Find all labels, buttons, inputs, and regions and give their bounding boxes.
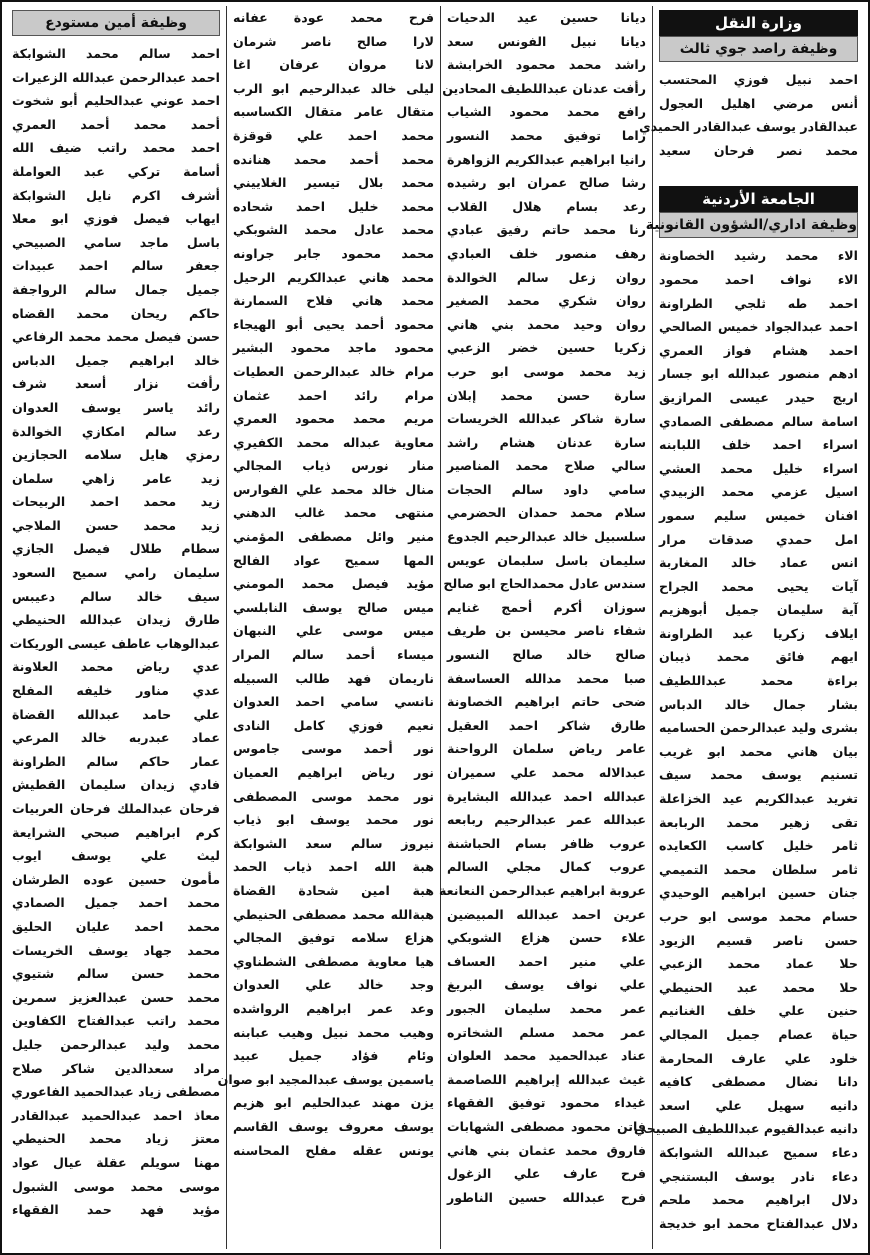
list-item: فادي زيدان سليمان القطيش — [12, 777, 220, 793]
names-list-transport — [639, 68, 858, 162]
list-item: اريج حيدر عيسى المرازيق — [659, 389, 858, 405]
list-item: دعاء سميح عبدالله الشوابكة — [659, 1144, 858, 1160]
list-item: رأفت عدنان عبداللطيف المحادين — [442, 80, 646, 96]
list-item: منتهى محمد غالب الدهني — [233, 505, 434, 521]
list-item: جميل جمال سالم الرواجفة — [12, 281, 220, 297]
list-item: عماد عبدربه خالد المرعي — [12, 730, 220, 746]
list-item: احمد عوني عبدالحليم أبو شخوت — [12, 93, 220, 109]
list-item: ياسمين يوسف عبدالمجيد ابو صوان — [217, 1071, 434, 1087]
list-item: حسن ناصر قسيم الزيود — [659, 932, 858, 948]
list-item: سالي صلاح محمد المناصير — [447, 458, 646, 474]
list-item: راما توفيق محمد النسور — [447, 127, 646, 143]
list-item: رافع محمد محمود الشياب — [447, 104, 646, 120]
list-item: معتز زياد محمد الحنيطي — [12, 1131, 220, 1147]
list-item: محمد وليد عبدالرحمن جليل — [12, 1036, 220, 1052]
list-item: رعد سالم امكازي الخوالدة — [12, 423, 220, 439]
list-item: محمد هاني فلاح السمارنة — [233, 293, 434, 309]
header-job-weather-observer: وظيفة راصد جوي ثالث — [659, 36, 858, 62]
list-item: اسراء خليل محمد العشي — [659, 460, 858, 476]
list-item: مصطفى زياد عبدالحميد الفاعوري — [11, 1084, 220, 1100]
list-item: زيد محمد موسى ابو حرب — [447, 363, 646, 379]
list-item: نعيم فوزي كامل النادى — [233, 717, 434, 733]
list-item: روان وحيد محمد بني هاني — [447, 316, 646, 332]
names-list-3 — [217, 6, 434, 1162]
list-item: نانسي سامي احمد العدوان — [233, 694, 434, 710]
list-item: محمد احمد جميل الصمادي — [12, 895, 220, 911]
list-item: عمر محمد سليمان الجبور — [447, 1000, 646, 1016]
list-item: دلال ابراهيم محمد ملحم — [659, 1192, 858, 1208]
list-item: مؤيد فيصل محمد المومني — [233, 576, 434, 592]
list-item: طارق شاكر احمد العقيل — [447, 717, 646, 733]
list-item: أحمد محمد أحمد العمري — [12, 116, 220, 132]
list-item: عامر رياض سلمان الرواحنة — [447, 741, 646, 757]
list-item: طارق زيدان عبدالله الحنيطي — [12, 612, 220, 628]
list-item: علي حامد عبدالله القضاة — [12, 706, 220, 722]
list-item: سارة عدنان هشام راشد — [447, 434, 646, 450]
list-item: هبة امين شحادة القضاة — [233, 882, 434, 898]
list-item: فرح عارف علي الزغول — [447, 1166, 646, 1182]
list-item: بشرى وليد عبدالرحمن الحساميه — [659, 720, 858, 736]
list-item: زيد محمد حسن الملاجي — [12, 517, 220, 533]
list-item: دعاء نادر يوسف البستنجي — [659, 1168, 858, 1184]
list-item: أنس مرضي اهليل العجول — [659, 95, 858, 111]
list-item: ثامر سلطان محمد التميمي — [659, 861, 858, 877]
list-item: المها سميح عواد الفالح — [233, 552, 434, 568]
list-item: عروبة ابراهيم عبدالرحمن النعانعة — [439, 882, 646, 898]
list-item: لارا صالح ناصر شرمان — [233, 33, 434, 49]
list-item: اسراء احمد خلف اللبابنه — [659, 437, 858, 453]
list-item: هبة الله احمد ذياب الحمد — [233, 859, 434, 875]
list-item: حلا محمد عبد الحنيطي — [659, 979, 858, 995]
list-item: محمد حسن عبدالعزيز سمرين — [12, 989, 220, 1005]
list-item: عمار حاكم سالم الطراونة — [12, 753, 220, 769]
list-item: بشار جمال خالد الدباس — [659, 696, 858, 712]
columns — [6, 6, 864, 1249]
list-item: خلود علي عارف المحارمة — [659, 1050, 858, 1066]
list-item: محمود أحمد يحيى أبو الهيجاء — [233, 316, 434, 332]
list-item: سوزان أكرم أحمج غنايم — [447, 599, 646, 615]
list-item: سطام طلال فيصل الجازي — [12, 541, 220, 557]
list-item: وجد خالد علي العدوان — [233, 977, 434, 993]
list-item: رانيا ابراهيم عبدالكريم الزواهرة — [447, 151, 646, 167]
list-item: فرح محمد عودة عفانه — [233, 10, 434, 25]
column-names-3 — [217, 6, 440, 1249]
list-item: رشا صالح عمران ابو رشيده — [447, 175, 646, 191]
list-item: بيان هاني محمد ابو غريب — [659, 743, 858, 759]
list-item: ميساء أحمد سالم المرار — [233, 647, 434, 663]
names-list-2 — [439, 6, 646, 1209]
list-item: نور محمد يوسف ابو ذياب — [233, 812, 434, 828]
list-item: الاء نواف احمد محمود — [659, 271, 858, 287]
list-item: عرين احمد عبدالله المبيضين — [447, 906, 646, 922]
list-item: عروب ظافر بسام الحباشنة — [447, 835, 646, 851]
list-item: رأفت نزار أسعد شرف — [12, 376, 220, 392]
list-item: مراد سعدالدين شاكر صلاح — [12, 1060, 220, 1076]
list-item: غيث عبدالله إبراهيم اللصاصمة — [447, 1071, 646, 1087]
list-item: خالد ابراهيم جميل الدباس — [12, 352, 220, 368]
list-item: لانا مروان عرفان اغا — [233, 57, 434, 73]
list-item: معاذ احمد عبدالحميد عبدالقادر — [12, 1107, 220, 1123]
list-item: محمود ماجد محمود البشير — [233, 340, 434, 356]
list-item: محمد جهاد يوسف الخريسات — [12, 942, 220, 958]
list-item: محمد خليل احمد شحاده — [233, 198, 434, 214]
list-item: وهيب محمد نبيل وهيب عبابنه — [233, 1024, 434, 1040]
list-item: حسن فيصل محمد محمد الرفاعي — [12, 329, 220, 345]
header-ministry-of-transport: وزارة النقل — [659, 10, 858, 36]
list-item: مأمون حسين عوده الطرشان — [12, 871, 220, 887]
column-transport-and-university — [633, 6, 864, 1249]
list-item: وعد عمر ابراهيم الرواشده — [233, 1000, 434, 1016]
list-item: محمد احمد علي قوقزة — [233, 127, 434, 143]
list-item: يونس عقله مفلح المحاسنه — [233, 1142, 434, 1158]
list-item: مريم محمد محمود العمري — [233, 411, 434, 427]
names-list-storekeeper — [9, 42, 220, 1222]
column-storekeeper — [6, 6, 226, 1249]
list-item: متقال عامر متقال الكساسبه — [233, 104, 434, 120]
list-item: حلا عماد محمد الزعبي — [659, 956, 858, 972]
list-item: أشرف اكرم نايل الشوابكة — [12, 187, 220, 203]
list-item: آيات يحيى محمد الجراح — [659, 578, 858, 594]
list-item: فرحان عبدالملك فرحان العربيات — [12, 801, 220, 816]
list-item: هيا معاوية مصطفى الشطناوي — [233, 953, 434, 969]
list-item: كرم ابراهيم صبحي الشرايعة — [12, 824, 220, 840]
list-item: ديانا حسين عيد الدحيات — [447, 10, 646, 25]
list-item: حنين علي خلف الغنانيم — [659, 1003, 858, 1019]
list-item: سلسبيل خالد عبدالرحيم الجدوع — [447, 529, 646, 545]
list-item: عدي رياض محمد العلاونة — [12, 659, 220, 675]
list-item: محمد حسن سالم شتيوي — [12, 966, 220, 982]
list-item: محمد هاني عبدالكريم الرحيل — [233, 269, 434, 285]
list-item: هزاع سلامه توفيق المجالي — [233, 930, 434, 946]
list-item: جعفر سالم احمد عبيدات — [12, 258, 220, 274]
list-item: محمد أحمد محمد هنانده — [233, 151, 434, 167]
list-item: احمد طه ثلجي الطراونة — [659, 295, 858, 311]
list-item: صالح خالد صالح النسور — [447, 647, 646, 663]
list-item: نيروز سالم سعد الشوابكة — [233, 835, 434, 851]
list-item: رعد بسام هلال القلاب — [447, 198, 646, 214]
list-item: عمر محمد مسلم الشخاتره — [447, 1024, 646, 1040]
list-item: ديانا نبيل الفونس سعد — [447, 33, 646, 49]
list-item: عروب كمال مجلي السالم — [447, 859, 646, 875]
list-item: عبدالوهاب عاطف عيسى الوريكات — [9, 635, 220, 651]
list-item: منير وائل مصطفى المؤمني — [233, 529, 434, 545]
list-item: محمد نصر فرحان سعيد — [659, 142, 858, 158]
list-item: ايهاب فيصل فوزي ابو معلا — [12, 211, 220, 227]
list-item: محمد راتب عبدالفتاح الكفاوين — [12, 1013, 220, 1029]
list-item: سليمان باسل سلبمان عويس — [447, 552, 646, 568]
header-job-storekeeper: وظيفة أمين مستودع — [12, 10, 220, 36]
list-item: معاوية عبداله محمد الكفيري — [233, 434, 434, 450]
list-item: جنان حسين ابراهيم الوحيدي — [659, 885, 858, 901]
list-item: رمزي هايل سلامه الحجازين — [12, 447, 220, 463]
list-item: علي منير احمد العساف — [447, 953, 646, 969]
list-item: مؤيد فهد حمد الفقهاء — [12, 1202, 220, 1218]
list-item: محمد محمود جابر جراونه — [233, 245, 434, 261]
list-item: تسنيم يوسف محمد سيف — [659, 767, 858, 783]
list-item: عدي مناور خليفه المفلح — [12, 683, 220, 699]
list-item: منار نورس ذياب المجالي — [233, 458, 434, 474]
list-item: دانيه سهيل علي اسعد — [659, 1097, 858, 1113]
list-item: روان زعل سالم الخوالدة — [447, 269, 646, 285]
list-item: وئام فؤاد جميل عبيد — [233, 1048, 434, 1064]
list-item: تقى زهير محمد الربابعة — [659, 814, 858, 830]
list-item: زكريا حسين خضر الزعبي — [447, 340, 646, 356]
list-item: راشد محمد محمود الخرابشة — [447, 57, 646, 73]
list-item: عبدالاله محمد علي سميران — [447, 765, 646, 780]
list-item: ناريمان فهد طالب السبيله — [233, 670, 434, 686]
list-item: يزن مهند عبدالحليم ابو هزيم — [233, 1095, 434, 1111]
list-item: سارة حسن محمد إبلان — [447, 387, 646, 403]
list-item: اسامة سالم مصطفى الصمادي — [659, 413, 858, 429]
list-item: عبدالله احمد عبدالله البشايرة — [447, 788, 646, 804]
list-item: روان شكري محمد الصغير — [447, 293, 646, 309]
list-item: احمد سالم محمد الشوابكة — [12, 46, 220, 61]
list-item: سندس عادل محمدالحاج ابو صالح — [443, 576, 646, 592]
list-item: محمد عادل محمد الشوبكي — [233, 222, 434, 238]
list-item: نور محمد موسى المصطفى — [233, 788, 434, 804]
list-item: مرام خالد عبدالرحمن العطيات — [233, 363, 434, 379]
list-item: نور أحمد موسى جاموس — [233, 741, 434, 757]
list-item: ثامر خليل كاسب الكعايده — [659, 838, 858, 854]
list-item: اسيل عزمي محمد الزبيدي — [659, 484, 858, 500]
list-item: انس عماد خالد المغاربة — [659, 555, 858, 571]
header-job-admin-legal: وظيفة اداري/الشؤون القانونية — [659, 212, 858, 238]
list-item: احمد محمد راتب ضيف الله — [12, 140, 220, 156]
list-item: امل حمدي صدقات مرار — [659, 531, 858, 547]
list-item: زيد محمد احمد الربيحات — [12, 494, 220, 510]
list-item: محمد احمد عليان الحليق — [12, 918, 220, 934]
list-item: منال خالد محمد علي الفوارس — [233, 481, 434, 497]
list-item: سارة شاكر عبدالله الخريسات — [447, 411, 646, 427]
list-item: سلام محمد حمدان الحضرمي — [447, 505, 646, 521]
list-item: سليمان رامي سميح السعود — [12, 565, 220, 581]
list-item: رنا محمد حاتم رفيق عبادي — [447, 222, 646, 238]
column-names-2 — [440, 6, 652, 1249]
list-item: علي نواف يوسف البريغ — [447, 977, 646, 993]
list-item: رائد ياسر يوسف العدوان — [12, 399, 220, 415]
list-item: آية سليمان جميل أبوهزيم — [659, 602, 858, 618]
list-item: أسامة تركي عبد العواملة — [12, 163, 220, 179]
list-item: حاكم ريحان محمد القضاه — [12, 305, 220, 321]
list-item: احمد هشام فواز العمري — [659, 342, 858, 358]
list-item: احمد عبدالجواد خميس الصالحي — [659, 319, 858, 335]
list-item: علاء حسن هزاع الشوبكي — [447, 930, 646, 946]
list-item: ايلاف زكريا عبد الطراونة — [659, 625, 858, 641]
list-item: يوسف معروف يوسف القاسم — [233, 1118, 434, 1134]
list-item: غيداء محمود توفيق الفقهاء — [447, 1095, 646, 1111]
list-item: ميس موسى علي النبهان — [233, 623, 434, 639]
list-item: تغريد عبدالكريم عيد الخزاعلة — [659, 791, 858, 807]
list-item: موسى محمد موسى الشبول — [12, 1178, 220, 1194]
header-jordan-university: الجامعة الأردنية — [659, 186, 858, 212]
list-item: ضحى حاتم ابراهيم الخصاونة — [447, 694, 646, 710]
list-item: شفاء ناصر محيسن بن طريف — [447, 623, 646, 639]
list-item: ليلى خالد عبدالرحيم ابو الرب — [233, 80, 434, 96]
list-item: ايهم فائق محمد ذيبان — [659, 649, 858, 665]
list-item: عبدالقادر يوسف عبدالقادر الحميدي — [639, 119, 858, 135]
list-item: احمد نبيل فوزي المحتسب — [659, 72, 858, 87]
list-item: فاروق محمد عثمان بني هاني — [447, 1142, 646, 1158]
list-item: محمد بلال تيسير الغلاييني — [233, 175, 434, 191]
list-item: ادهم منصور عبدالله ابو جسار — [659, 366, 858, 382]
list-item: ميس صالح يوسف النابلسي — [233, 599, 434, 615]
list-item: حياة عصام جميل المجالي — [659, 1026, 858, 1042]
list-item: عبدالله عمر عبدالرحيم ربابعه — [447, 812, 646, 828]
list-item: نور رياض ابراهيم العميان — [233, 765, 434, 780]
list-item: رهف منصور خلف العبادي — [447, 245, 646, 261]
list-item: الاء محمد رشيد الخصاونة — [659, 248, 858, 264]
list-item: مهنا سويلم عقلة عيال عواد — [12, 1154, 220, 1170]
list-item: دلال عبدالفتاح محمد ابو خديجة — [659, 1215, 858, 1231]
list-item: افنان خميس سليم سمور — [659, 507, 858, 523]
list-item: سيف خالد سالم دعيبس — [12, 588, 220, 604]
list-item: دانيه عبدالقيوم عبداللطيف الصبيحي — [633, 1121, 858, 1137]
list-item: احمد عبدالرحمن عبدالله الزعيرات — [12, 69, 220, 85]
list-item: صبا محمد مدالله العساسفة — [447, 670, 646, 686]
names-list-admin-legal — [633, 244, 858, 1235]
list-item: براءة محمد عبداللطيف — [659, 673, 858, 689]
list-item: ليث علي يوسف ايوب — [12, 848, 220, 864]
list-item: حسام محمد موسى ابو حرب — [659, 909, 858, 924]
list-item: زيد عامر زاهي سلمان — [12, 470, 220, 486]
list-item: دانا نضال مصطفى كافيه — [659, 1074, 858, 1090]
list-item: باسل ماجد سامي الصبيحي — [12, 234, 220, 250]
list-item: هبةالله محمد مصطفى الحنيطي — [233, 906, 434, 922]
list-item: فرح عبدالله حسين الناطور — [447, 1189, 646, 1205]
list-item: عناد عبدالحميد محمد العلوان — [447, 1048, 646, 1064]
list-item: مرام رائد احمد عثمان — [233, 387, 434, 403]
list-item: سامي داود سالم الحجات — [447, 481, 646, 497]
list-item: فاتن محمود مصطفى الشهابات — [447, 1118, 646, 1134]
